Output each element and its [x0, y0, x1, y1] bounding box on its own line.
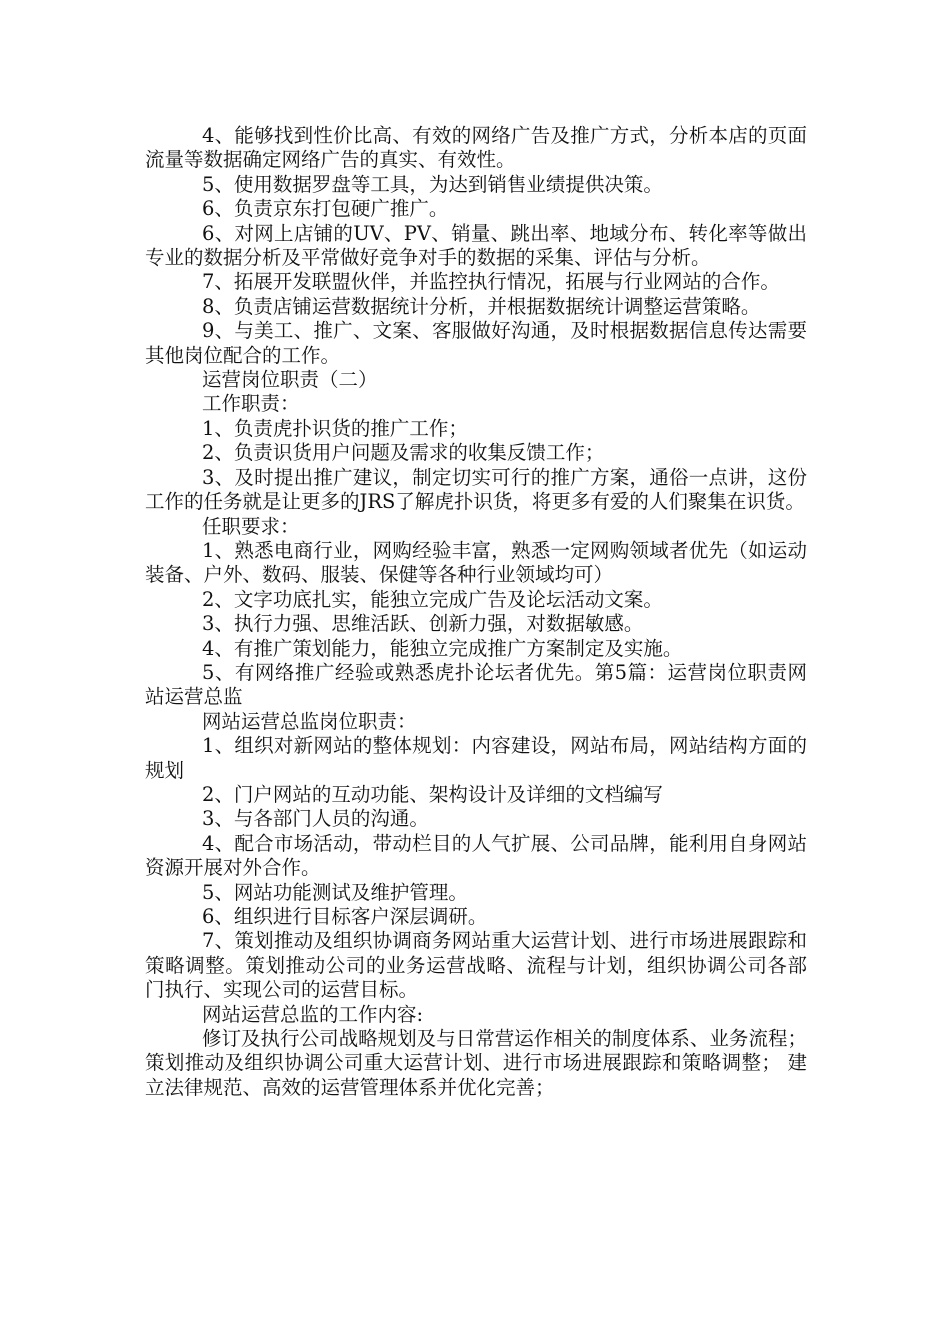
paragraph: 6、对网上店铺的UV、PV、销量、跳出率、地域分布、转化率等做出专业的数据分析及平常做好竞争对手的数据的采集、评估与分析。: [145, 221, 807, 270]
document-body: [145, 124, 807, 1100]
paragraph: 8、负责店铺运营数据统计分析，并根据数据统计调整运营策略。: [202, 294, 761, 318]
section-heading: 运营岗位职责（二）: [202, 368, 378, 392]
paragraph: 3、与各部门人员的沟通。: [202, 807, 429, 831]
paragraph: 3、及时提出推广建议，制定切实可行的推广方案，通俗一点讲，这份工作的任务就是让更多的JRS了解虎扑识货，将更多有爱的人们聚集在识货。: [145, 465, 807, 514]
paragraph: 1、负责虎扑识货的推广工作；: [202, 416, 468, 440]
paragraph: 4、能够找到性价比高、有效的网络广告及推广方式，分析本店的页面流量等数据确定网络广告的真实、有效性。: [145, 124, 807, 172]
paragraph: 7、策划推动及组织协调商务网站重大运营计划、进行市场进展跟踪和策略调整。策划推动公司的业务运营战略、流程与计划，组织协调公司各部门执行、实现公司的运营目标。: [145, 929, 807, 1002]
paragraph: 6、组织进行目标客户深层调研。: [202, 905, 488, 928]
paragraph: 1、熟悉电商行业，网购经验丰富，熟悉一定网购领域者优先（如运动装备、户外、数码、服装、保健等各种行业领域均可）: [145, 538, 807, 587]
paragraph: 5、使用数据罗盘等工具，为达到销售业绩提供决策。: [202, 172, 663, 196]
paragraph: 4、配合市场活动，带动栏目的人气扩展、公司品牌，能利用自身网站资源开展对外合作。: [145, 831, 807, 880]
paragraph: 2、负责识货用户问题及需求的收集反馈工作；: [202, 441, 605, 465]
paragraph: 2、文字功底扎实，能独立完成广告及论坛活动文案。: [202, 587, 663, 611]
paragraph: 2、门户网站的互动功能、架构设计及详细的文档编写: [202, 782, 663, 806]
paragraph: 4、有推广策划能力，能独立完成推广方案制定及实施。: [202, 636, 683, 660]
paragraph: 3、执行力强、思维活跃、创新力强，对数据敏感。: [202, 612, 644, 636]
subheading: 网站运营总监岗位职责：: [202, 709, 417, 733]
paragraph: 9、与美工、推广、文案、客服做好沟通，及时根据数据信息传达需要其他岗位配合的工作。: [145, 319, 807, 367]
paragraph: 修订及执行公司战略规划及与日常营运作相关的制度体系、业务流程； 策划推动及组织协调公司重大运营计划、进行市场进展跟踪和策略调整； 建立法律规范、高效的运营管理体系并优化完善；: [145, 1027, 807, 1099]
subheading: 网站运营总监的工作内容:: [202, 1002, 424, 1026]
paragraph: 1、组织对新网站的整体规划：内容建设，网站布局，网站结构方面的规划: [145, 734, 807, 782]
subheading: 任职要求：: [202, 514, 300, 538]
paragraph: 5、网站功能测试及维护管理。: [202, 880, 468, 904]
paragraph: 7、拓展开发联盟伙伴，并监控执行情况，拓展与行业网站的合作。: [202, 270, 780, 294]
subheading: 工作职责：: [202, 392, 300, 416]
paragraph: 5、有网络推广经验或熟悉虎扑论坛者优先。第5篇：运营岗位职责网站运营总监: [145, 660, 807, 709]
paragraph: 6、负责京东打包硬广推广。: [202, 197, 449, 221]
